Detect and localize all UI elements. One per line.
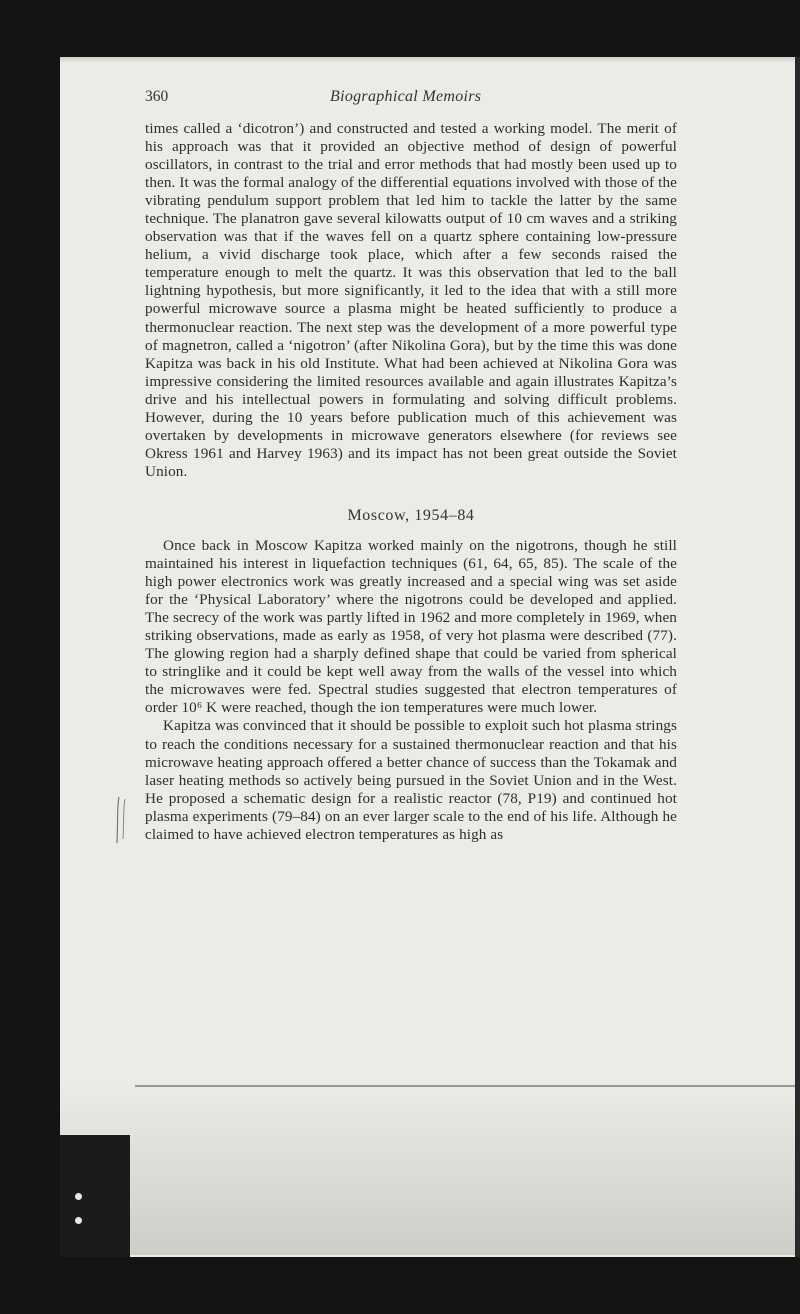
scan-dark-corner (60, 1135, 130, 1257)
body-text (145, 120, 677, 844)
page-edge-shadow (60, 57, 795, 63)
binder-hole (75, 1217, 82, 1224)
handwritten-margin-mark (115, 795, 129, 845)
paragraph-continuation: times called a ‘dicotron’) and constructed and tested a working model. The merit of his approach was that it provided an objective method of design of powerful oscillators, in contrast to the trial and error methods that had mostly been used up to then. It was the formal analogy of the differential equations involved with those of the vibrating pendulum support problem that led him to tackle the latter by the same technique. The planatron gave several kilowatts output of 10 cm waves and a striking observation was that if the waves fell on a quartz sphere containing low-pressure helium, a vivid discharge took place, which after a few seconds raised the temperature enough to melt the quartz. It was this observation that led to the ball lightning hypothesis, but more significantly, it led to the idea that with a still more powerful microwave source a plasma might be heated sufficiently to produce a thermonuclear reaction. The next step was the development of a more powerful type of magnetron, called a ‘nigotron’ (after Nikolina Gora), but by the time this was done Kapitza was back in his old Institute. What had been achieved at Nikolina Gora was impressive considering the limited resources available and again illustrates Kapitza’s drive and his intellectual powers in formulating and solving difficult problems. However, during the 10 years before publication much of this achievement was overtaken by developments in microwave generators elsewhere (for reviews see Okress 1961 and Harvey 1963) and its impact has not been great outside the Soviet Union. (145, 120, 677, 480)
running-head: Biographical Memoirs (330, 88, 482, 105)
paragraph-fusion: Kapitza was convinced that it should be possible to exploit such hot plasma strings to reach the conditions necessary for a sustained thermonuclear reaction and that his microwave heating approach offered a better chance of success than the Tokamak and laser heating methods so actively being pursued in the Soviet Union and in the West. He proposed a schematic design for a realistic reactor (78, P19) and continued hot plasma experiments (79–84) on an ever larger scale to the end of his life. Although he claimed to have achieved electron temperatures as high as (145, 717, 677, 843)
scan-border-right (795, 57, 800, 1257)
section-heading: Moscow, 1954–84 (347, 506, 475, 524)
page-number: 360 (145, 88, 169, 105)
scan-edge-line (135, 1085, 795, 1087)
scan-bottom-shading (60, 1085, 795, 1255)
paragraph-moscow: Once back in Moscow Kapitza worked mainly on the nigotrons, though he still maintained his interest in liquefaction techniques (61, 64, 65, 85). The scale of the high power electronics work was greatly increased and a special wing was set aside for the ‘Physical Laboratory’ where the nigotrons could be developed and applied. The secrecy of the work was partly lifted in 1962 and more completely in 1969, when striking observations, made as early as 1958, of very hot plasma were described (77). The glowing region had a sharply defined shape that could be varied from spherical to stringlike and it could be kept well away from the walls of the vessel into which the microwaves were fed. Spectral studies suggested that electron temperatures of order 10⁶ K were reached, though the ion temperatures were much lower. (145, 536, 677, 717)
page-header (145, 88, 565, 112)
binder-hole (75, 1193, 82, 1200)
